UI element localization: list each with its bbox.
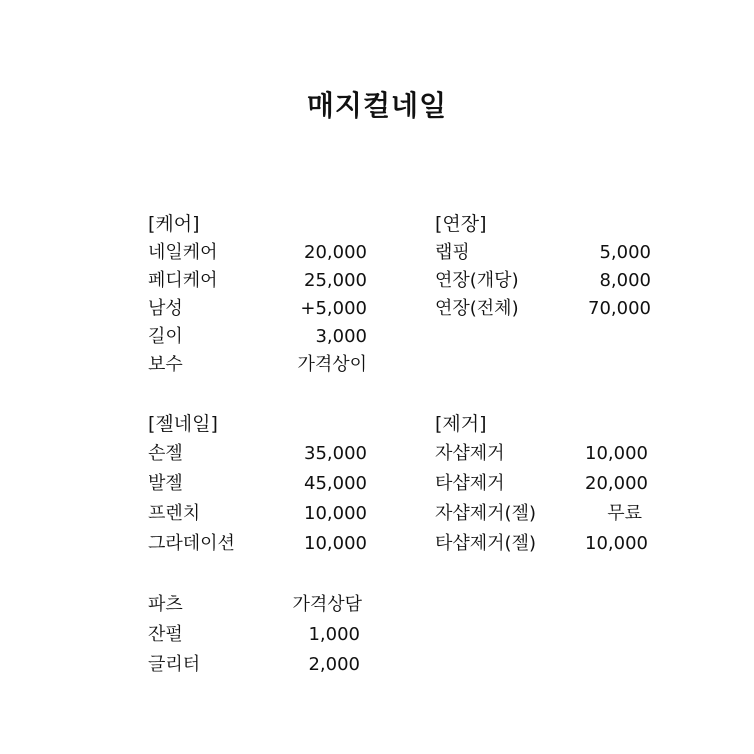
price-row <box>148 267 367 295</box>
service-price: 25,000 <box>304 270 367 291</box>
care-section <box>148 209 367 379</box>
price-row <box>148 295 367 323</box>
service-price: 20,000 <box>304 242 367 263</box>
service-price: 가격상이 <box>297 354 367 375</box>
care-heading: [케어] <box>148 213 200 235</box>
price-row <box>148 351 367 379</box>
service-price: 3,000 <box>315 326 367 347</box>
price-row <box>148 620 360 650</box>
service-price: 8,000 <box>599 270 651 291</box>
service-name: 프렌치 <box>148 503 201 524</box>
service-name: 글리터 <box>148 654 201 675</box>
price-row <box>148 323 367 351</box>
parts-section <box>148 590 360 680</box>
price-row <box>435 239 651 267</box>
service-price: 10,000 <box>585 533 648 554</box>
service-name: 손젤 <box>148 443 183 464</box>
extension-heading: [연장] <box>435 213 487 235</box>
service-name: 연장(전체) <box>435 298 519 319</box>
price-row <box>435 295 651 323</box>
page-title: 매지컬네일 <box>306 89 448 122</box>
gel-nail-section <box>148 409 367 559</box>
price-row <box>148 439 367 469</box>
removal-heading: [제거] <box>435 413 487 435</box>
removal-section <box>435 409 648 559</box>
service-name: 파츠 <box>148 594 183 615</box>
price-row <box>148 529 367 559</box>
service-name: 자샵제거 <box>435 443 505 464</box>
service-name: 길이 <box>148 326 183 347</box>
gel-nail-heading: [젤네일] <box>148 413 218 435</box>
service-name: 네일케어 <box>148 242 218 263</box>
service-name: 연장(개당) <box>435 270 519 291</box>
service-price: 5,000 <box>599 242 651 263</box>
service-price: 35,000 <box>304 443 367 464</box>
service-name: 랩핑 <box>435 242 470 263</box>
service-name: 그라데이션 <box>148 533 235 554</box>
service-name: 자샵제거(젤) <box>435 503 536 524</box>
service-price: 10,000 <box>585 443 648 464</box>
price-row <box>148 590 360 620</box>
price-row <box>435 267 651 295</box>
service-name: 보수 <box>148 354 183 375</box>
service-name: 페디케어 <box>148 270 218 291</box>
service-price: +5,000 <box>300 298 367 319</box>
price-row <box>148 499 367 529</box>
service-price: 무료 <box>607 503 642 524</box>
service-name: 타샵제거(젤) <box>435 533 536 554</box>
service-price: 가격상담 <box>292 594 362 615</box>
price-row <box>435 469 648 499</box>
service-price: 45,000 <box>304 473 367 494</box>
service-price: 20,000 <box>585 473 648 494</box>
service-price: 2,000 <box>308 654 360 675</box>
price-row <box>435 499 648 529</box>
service-price: 10,000 <box>304 503 367 524</box>
service-price: 1,000 <box>308 624 360 645</box>
price-row <box>148 469 367 499</box>
service-price: 70,000 <box>588 298 651 319</box>
service-name: 남성 <box>148 298 183 319</box>
price-row <box>435 439 648 469</box>
extension-section <box>435 209 651 323</box>
service-name: 발젤 <box>148 473 183 494</box>
service-name: 잔펄 <box>148 624 183 645</box>
service-price: 10,000 <box>304 533 367 554</box>
price-row <box>435 529 648 559</box>
price-row <box>148 650 360 680</box>
price-row <box>148 239 367 267</box>
service-name: 타샵제거 <box>435 473 505 494</box>
